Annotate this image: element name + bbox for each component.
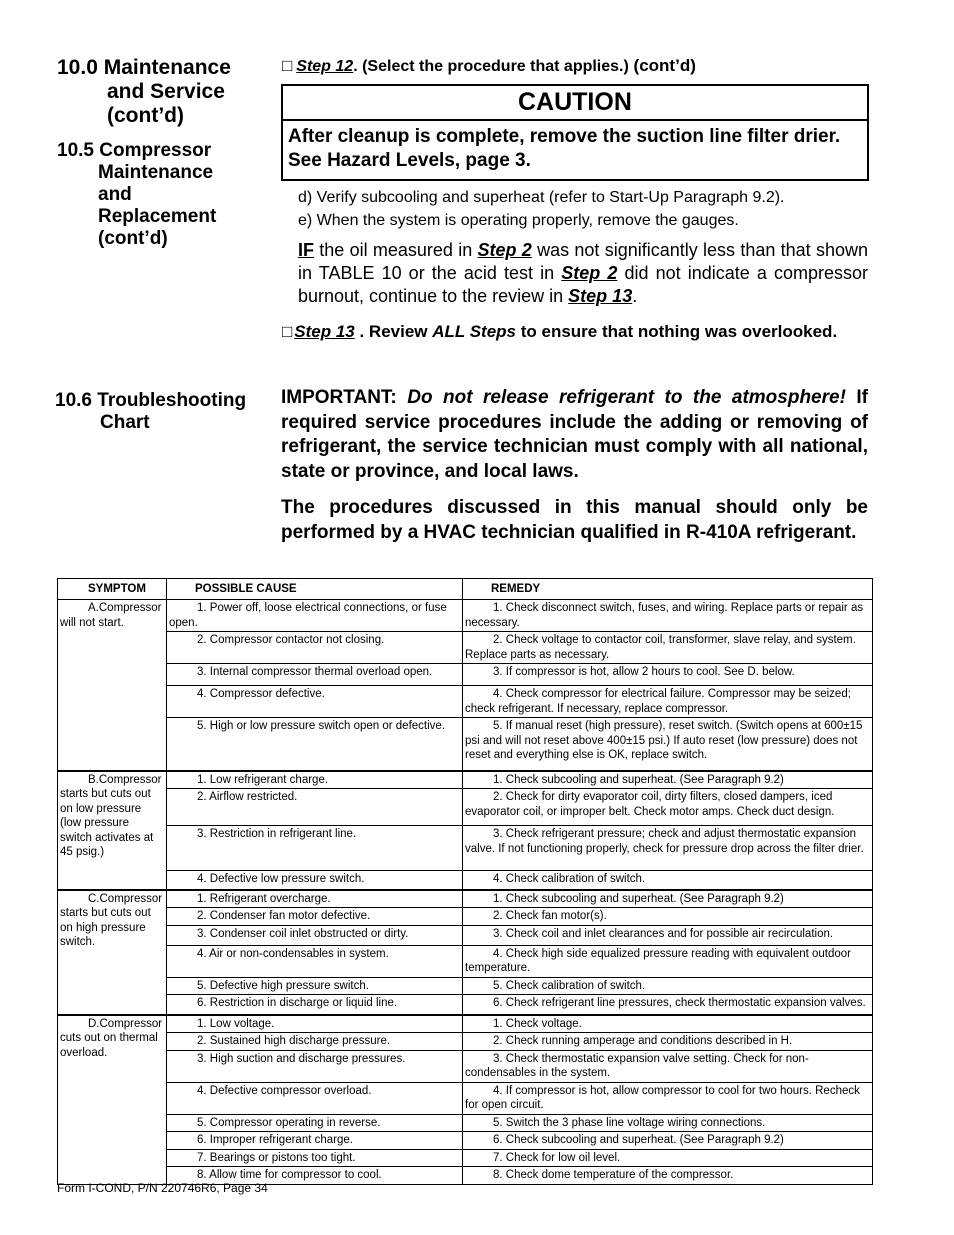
symptom-cell: C.Compressor starts but cuts out on high pressure switch.	[58, 890, 167, 1015]
cause-cell: 3. Internal compressor thermal overload open.	[167, 664, 463, 686]
remedy-cell: 4. Check calibration of switch.	[463, 871, 873, 890]
subsection-10-5-heading	[57, 140, 216, 250]
remedy-cell: 3. Check refrigerant pressure; check and adjust thermostatic expansion valve. If not functioning properly, check for pressure drop across the filter drier.	[463, 826, 873, 871]
remedy-cell: 5. Check calibration of switch.	[463, 977, 873, 995]
important-paragraph	[281, 386, 868, 484]
cause-cell: 4. Defective compressor overload.	[167, 1082, 463, 1114]
cause-cell: 2. Airflow restricted.	[167, 789, 463, 826]
cause-cell: 1. Low refrigerant charge.	[167, 771, 463, 789]
header-possible-cause: POSSIBLE CAUSE	[167, 579, 463, 600]
step-12-text: . (Select the procedure that applies.)	[353, 58, 629, 75]
header-remedy: REMEDY	[463, 579, 873, 600]
remedy-cell: 7. Check for low oil level.	[463, 1149, 873, 1167]
table-header-row	[58, 579, 873, 600]
caution-title: CAUTION	[283, 86, 867, 121]
table-row	[58, 1114, 873, 1132]
heading-line: Maintenance	[98, 162, 214, 183]
remedy-cell: 1. Check voltage.	[463, 1015, 873, 1033]
remedy-cell: 1. Check subcooling and superheat. (See Paragraph 9.2)	[463, 771, 873, 789]
section-heading-line: and Service	[107, 80, 225, 103]
cause-cell: 1. Power off, loose electrical connections, or fuse open.	[167, 600, 463, 632]
important-italic: Do not release refrigerant to the atmosphere!	[407, 387, 846, 408]
table-row	[58, 1132, 873, 1150]
symptom-cell: A.Compressor will not start.	[58, 600, 167, 771]
remedy-cell: 4. If compressor is hot, allow compressor to cool for two hours. Recheck for open circuit.	[463, 1082, 873, 1114]
cause-cell: 3. High suction and discharge pressures.	[167, 1050, 463, 1082]
cause-cell: 6. Restriction in discharge or liquid line.	[167, 995, 463, 1015]
table-row	[58, 718, 873, 771]
remedy-cell: 8. Check dome temperature of the compressor.	[463, 1167, 873, 1185]
cause-cell: 4. Air or non-condensables in system.	[167, 945, 463, 977]
if-paragraph	[298, 239, 868, 308]
table-body	[58, 600, 873, 1185]
page-footer: Form I-COND, P/N 220746R6, Page 34	[57, 1181, 268, 1195]
table-row	[58, 826, 873, 871]
table-row	[58, 945, 873, 977]
remedy-cell: 5. If manual reset (high pressure), reset switch. (Switch opens at 600±15 psi and will not reset above 400±15 psi.) If auto reset (low pressure) does not reset and everything else is OK, replace switch.	[463, 718, 873, 771]
remedy-cell: 3. Check coil and inlet clearances and for possible air recirculation.	[463, 925, 873, 945]
remedy-cell: 2. Check voltage to contactor coil, transformer, slave relay, and system. Replace parts as necessary.	[463, 632, 873, 664]
caution-box	[281, 84, 869, 181]
heading-line: Replacement	[98, 206, 217, 227]
remedy-cell: 2. Check for dirty evaporator coil, dirty filters, closed dampers, iced evaporator coil, or improper belt. Check motor amps. Check duct design.	[463, 789, 873, 826]
section-heading-line: 10.0 Maintenance	[57, 56, 231, 79]
if-label: IF	[298, 240, 314, 260]
step-12-cont: (cont’d)	[628, 56, 696, 75]
table-row	[58, 995, 873, 1015]
heading-line: Chart	[100, 412, 150, 433]
symptom-cell: B.Compressor starts but cuts out on low pressure (low pressure switch activates at 45 psig.)	[58, 771, 167, 890]
all-steps: ALL Steps	[432, 322, 517, 341]
cause-cell: 5. Defective high pressure switch.	[167, 977, 463, 995]
heading-line: (cont’d)	[98, 228, 168, 249]
caution-text: After cleanup is complete, remove the suction line filter drier. See Hazard Levels, page 3.	[288, 126, 841, 171]
text: . Review	[354, 322, 433, 341]
text: the oil measured in	[314, 240, 478, 260]
troubleshooting-table	[57, 578, 873, 1185]
table-row	[58, 908, 873, 926]
remedy-cell: 2. Check fan motor(s).	[463, 908, 873, 926]
step-2-ref: Step 2	[561, 263, 618, 283]
table-row	[58, 686, 873, 718]
heading-line: and	[98, 184, 132, 205]
remedy-cell: 6. Check subcooling and superheat. (See Paragraph 9.2)	[463, 1132, 873, 1150]
important-label: IMPORTANT:	[281, 387, 408, 408]
table-row	[58, 925, 873, 945]
heading-line: 10.5 Compressor	[57, 140, 212, 161]
section-heading	[57, 56, 231, 128]
remedy-cell: 4. Check high side equalized pressure reading with equivalent outdoor temperature.	[463, 945, 873, 977]
cause-cell: 2. Condenser fan motor defective.	[167, 908, 463, 926]
remedy-cell: 3. Check thermostatic expansion valve setting. Check for non-condensables in the system.	[463, 1050, 873, 1082]
table-row	[58, 600, 873, 632]
cause-cell: 3. Condenser coil inlet obstructed or dirty.	[167, 925, 463, 945]
cause-cell: 1. Low voltage.	[167, 1015, 463, 1033]
table-row	[58, 1015, 873, 1033]
table-row	[58, 1149, 873, 1167]
cause-cell: 4. Defective low pressure switch.	[167, 871, 463, 890]
cause-cell: 2. Sustained high discharge pressure.	[167, 1033, 463, 1051]
remedy-cell: 3. If compressor is hot, allow 2 hours to cool. See D. below.	[463, 664, 873, 686]
symptom-cell: D.Compressor cuts out on thermal overload.	[58, 1015, 167, 1185]
cause-cell: 5. High or low pressure switch open or defective.	[167, 718, 463, 771]
table-row	[58, 1082, 873, 1114]
remedy-cell: 2. Check running amperage and conditions described in H.	[463, 1033, 873, 1051]
procedures-paragraph: The procedures discussed in this manual should only be performed by a HVAC technician qualified in R-410A refrigerant.	[281, 497, 868, 543]
remedy-cell: 1. Check subcooling and superheat. (See Paragraph 9.2)	[463, 890, 873, 908]
text: to ensure that nothing was overlooked.	[516, 322, 838, 341]
text: was not significantly less than that shown in TABLE 10 or the acid test in	[298, 240, 868, 283]
step-13-line	[282, 320, 886, 343]
table-row	[58, 1033, 873, 1051]
table-row	[58, 977, 873, 995]
checkbox-icon: □	[282, 56, 293, 75]
cause-cell: 8. Allow time for compressor to cool.	[167, 1167, 463, 1185]
step-13-label: Step 13	[294, 322, 355, 341]
cause-cell: 5. Compressor operating in reverse.	[167, 1114, 463, 1132]
cause-cell: 7. Bearings or pistons too tight.	[167, 1149, 463, 1167]
table-row	[58, 664, 873, 686]
table-row	[58, 632, 873, 664]
text: .	[632, 286, 638, 306]
remedy-cell: 6. Check refrigerant line pressures, check thermostatic expansion valves.	[463, 995, 873, 1015]
cause-cell: 4. Compressor defective.	[167, 686, 463, 718]
subsection-10-6-heading	[55, 390, 246, 434]
remedy-cell: 1. Check disconnect switch, fuses, and wiring. Replace parts or repair as necessary.	[463, 600, 873, 632]
remedy-cell: 5. Switch the 3 phase line voltage wiring connections.	[463, 1114, 873, 1132]
table-row	[58, 1050, 873, 1082]
cause-cell: 6. Improper refrigerant charge.	[167, 1132, 463, 1150]
item-e: e) When the system is operating properly, remove the gauges.	[298, 212, 739, 229]
step-2-ref: Step 2	[477, 240, 532, 260]
checkbox-icon: □	[282, 322, 293, 341]
item-d: d) Verify subcooling and superheat (refer to Start-Up Paragraph 9.2).	[298, 189, 785, 206]
text: If required service procedures include the adding or removing of refrigerant, the service technician must comply with all national, state or province, and local laws.	[281, 387, 868, 482]
cause-cell: 3. Restriction in refrigerant line.	[167, 826, 463, 871]
step-12-line	[282, 56, 696, 76]
cause-cell: 2. Compressor contactor not closing.	[167, 632, 463, 664]
step-13-ref: Step 13	[568, 286, 633, 306]
remedy-cell: 4. Check compressor for electrical failure. Compressor may be seized; check refrigerant. If necessary, replace compressor.	[463, 686, 873, 718]
cause-cell: 1. Refrigerant overcharge.	[167, 890, 463, 908]
table-row	[58, 890, 873, 908]
section-heading-line: (cont’d)	[107, 104, 184, 127]
table-row	[58, 871, 873, 890]
table-row	[58, 789, 873, 826]
text: did not indicate a compressor burnout, continue to the review in	[298, 263, 868, 306]
heading-line: 10.6 Troubleshooting	[55, 390, 247, 411]
table-row	[58, 771, 873, 789]
step-12-label: Step 12	[296, 58, 354, 75]
header-symptom: SYMPTOM	[58, 579, 167, 600]
